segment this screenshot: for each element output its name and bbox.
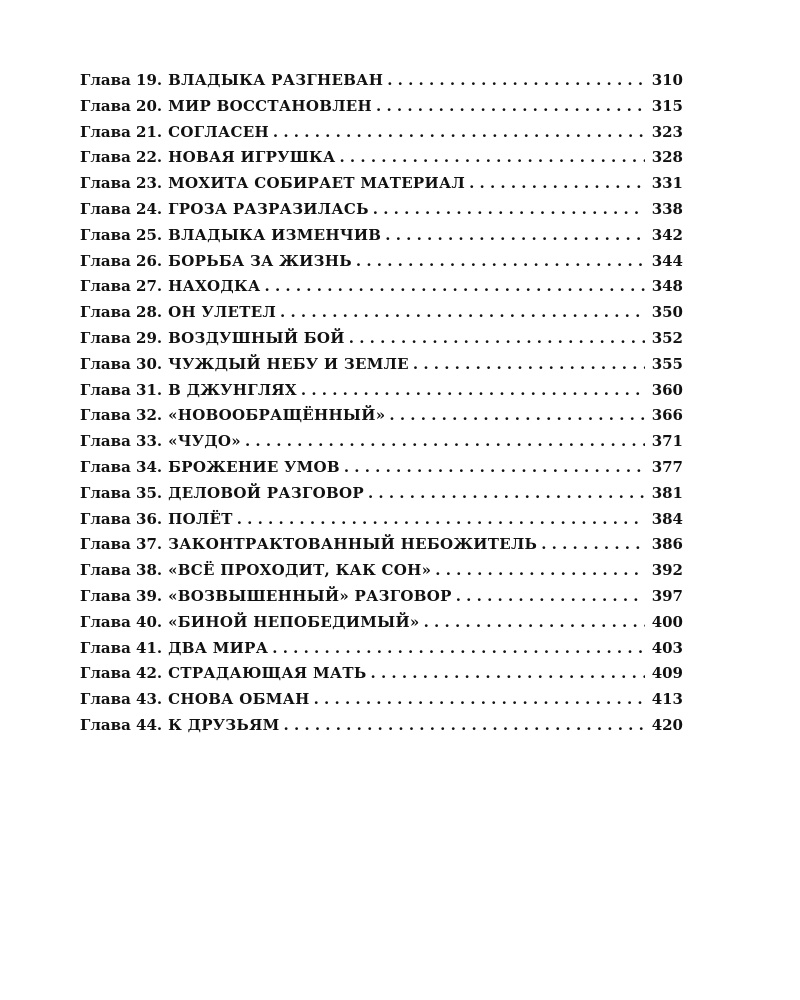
page-number: 386 bbox=[651, 535, 683, 554]
chapter-title: «БИНОЙ НЕПОБЕДИМЫЙ» bbox=[168, 612, 420, 631]
dot-leader bbox=[245, 432, 645, 450]
chapter-title: К ДРУЗЬЯМ bbox=[168, 715, 280, 734]
dot-leader bbox=[373, 200, 645, 218]
toc-entry bbox=[80, 148, 683, 174]
dot-leader bbox=[273, 123, 645, 141]
chapter-label: Глава 33. bbox=[80, 432, 163, 451]
page-number: 397 bbox=[651, 586, 683, 605]
chapter-label: Глава 28. bbox=[80, 303, 163, 322]
page-number: 420 bbox=[651, 715, 683, 734]
toc-entry bbox=[80, 716, 683, 742]
page-number: 328 bbox=[651, 148, 683, 167]
chapter-label: Глава 41. bbox=[80, 638, 163, 657]
dot-leader bbox=[424, 613, 645, 631]
dot-leader bbox=[469, 174, 645, 192]
chapter-title: В ДЖУНГЛЯХ bbox=[168, 380, 297, 399]
chapter-label: Глава 36. bbox=[80, 509, 163, 528]
toc-entry bbox=[80, 561, 683, 587]
dot-leader bbox=[301, 381, 645, 399]
chapter-title: ОН УЛЕТЕЛ bbox=[168, 303, 277, 322]
page-number: 355 bbox=[651, 354, 683, 373]
chapter-label: Глава 23. bbox=[80, 174, 163, 193]
chapter-title: НАХОДКА bbox=[168, 277, 261, 296]
page-number: 323 bbox=[651, 122, 683, 141]
dot-leader bbox=[368, 484, 645, 502]
toc-entry bbox=[80, 355, 683, 381]
page-number: 371 bbox=[651, 432, 683, 451]
chapter-title: ВЛАДЫКА РАЗГНЕВАН bbox=[168, 71, 384, 89]
chapter-label: Глава 35. bbox=[80, 483, 163, 502]
chapter-title: ДВА МИРА bbox=[168, 638, 269, 657]
dot-leader bbox=[541, 535, 645, 553]
page-number: 400 bbox=[651, 612, 683, 631]
chapter-title: ЗАКОНТРАКТОВАННЫЙ НЕБОЖИТЕЛЬ bbox=[168, 535, 538, 554]
chapter-label: Глава 44. bbox=[80, 715, 163, 734]
dot-leader bbox=[272, 639, 645, 657]
page-number: 392 bbox=[651, 561, 683, 580]
chapter-label: Глава 26. bbox=[80, 251, 163, 270]
chapter-title: НОВАЯ ИГРУШКА bbox=[168, 148, 336, 167]
chapter-label: Глава 32. bbox=[80, 406, 163, 425]
toc-entry bbox=[80, 484, 683, 510]
chapter-title: ЧУЖДЫЙ НЕБУ И ЗЕМЛЕ bbox=[168, 354, 409, 373]
page-number: 409 bbox=[651, 664, 683, 683]
dot-leader bbox=[376, 97, 645, 115]
dot-leader bbox=[344, 458, 645, 476]
chapter-title: СТРАДАЮЩАЯ МАТЬ bbox=[168, 664, 367, 683]
dot-leader bbox=[456, 587, 645, 605]
dot-leader bbox=[413, 355, 645, 373]
dot-leader bbox=[314, 690, 645, 708]
page-number: 331 bbox=[651, 174, 683, 193]
dot-leader bbox=[284, 716, 645, 734]
dot-leader bbox=[349, 329, 645, 347]
dot-leader bbox=[280, 303, 645, 321]
page-number: 348 bbox=[651, 277, 683, 296]
chapter-label: Глава 42. bbox=[80, 664, 163, 683]
toc-entry bbox=[80, 432, 683, 458]
dot-leader bbox=[435, 561, 645, 579]
chapter-label: Глава 30. bbox=[80, 354, 163, 373]
chapter-title: МОХИТА СОБИРАЕТ МАТЕРИАЛ bbox=[168, 174, 466, 193]
page-number: 352 bbox=[651, 328, 683, 347]
chapter-title: МИР ВОССТАНОВЛЕН bbox=[168, 96, 372, 115]
toc-entry bbox=[80, 587, 683, 613]
page-number: 403 bbox=[651, 638, 683, 657]
dot-leader bbox=[371, 664, 645, 682]
chapter-label: Глава 22. bbox=[80, 148, 163, 167]
toc-entry bbox=[80, 123, 683, 149]
dot-leader bbox=[356, 252, 645, 270]
chapter-label: Глава 24. bbox=[80, 199, 163, 218]
toc-entry bbox=[80, 639, 683, 665]
chapter-label: Глава 39. bbox=[80, 586, 163, 605]
toc-entry bbox=[80, 690, 683, 716]
chapter-label: Глава 43. bbox=[80, 690, 163, 709]
page-number: 310 bbox=[651, 71, 683, 89]
chapter-title: СНОВА ОБМАН bbox=[168, 690, 310, 709]
toc-entry bbox=[80, 97, 683, 123]
page-number: 360 bbox=[651, 380, 683, 399]
chapter-label: Глава 34. bbox=[80, 457, 163, 476]
toc-entry bbox=[80, 303, 683, 329]
table-of-contents bbox=[80, 71, 683, 742]
chapter-title: ПОЛЁТ bbox=[168, 509, 233, 528]
toc-entry bbox=[80, 406, 683, 432]
toc-entry bbox=[80, 174, 683, 200]
chapter-title: «ЧУДО» bbox=[168, 432, 241, 451]
page-number: 377 bbox=[651, 457, 683, 476]
chapter-label: Глава 19. bbox=[80, 71, 163, 89]
dot-leader bbox=[265, 277, 645, 295]
chapter-title: ГРОЗА РАЗРАЗИЛАСЬ bbox=[168, 199, 369, 218]
toc-entry bbox=[80, 613, 683, 639]
toc-entry bbox=[80, 277, 683, 303]
chapter-label: Глава 21. bbox=[80, 122, 163, 141]
page-number: 342 bbox=[651, 225, 683, 244]
chapter-title: БОРЬБА ЗА ЖИЗНЬ bbox=[168, 251, 352, 270]
chapter-title: «НОВООБРАЩЁННЫЙ» bbox=[168, 406, 386, 425]
toc-entry bbox=[80, 200, 683, 226]
dot-leader bbox=[385, 226, 645, 244]
chapter-title: «ВСЁ ПРОХОДИТ, КАК СОН» bbox=[168, 561, 432, 580]
page-number: 413 bbox=[651, 690, 683, 709]
chapter-title: ДЕЛОВОЙ РАЗГОВОР bbox=[168, 483, 364, 502]
toc-entry bbox=[80, 329, 683, 355]
chapter-label: Глава 40. bbox=[80, 612, 163, 631]
dot-leader bbox=[339, 148, 645, 166]
chapter-label: Глава 27. bbox=[80, 277, 163, 296]
chapter-label: Глава 20. bbox=[80, 96, 163, 115]
page-number: 344 bbox=[651, 251, 683, 270]
chapter-title: ВЛАДЫКА ИЗМЕНЧИВ bbox=[168, 225, 382, 244]
chapter-label: Глава 25. bbox=[80, 225, 163, 244]
toc-entry bbox=[80, 381, 683, 407]
chapter-title: ВОЗДУШНЫЙ БОЙ bbox=[168, 328, 345, 347]
dot-leader bbox=[389, 406, 645, 424]
toc-entry bbox=[80, 458, 683, 484]
chapter-title: СОГЛАСЕН bbox=[168, 122, 269, 141]
dot-leader bbox=[387, 71, 645, 89]
chapter-title: БРОЖЕНИЕ УМОВ bbox=[168, 457, 340, 476]
toc-entry bbox=[80, 252, 683, 278]
page-number: 315 bbox=[651, 96, 683, 115]
chapter-label: Глава 38. bbox=[80, 561, 163, 580]
chapter-title: «ВОЗВЫШЕННЫЙ» РАЗГОВОР bbox=[168, 586, 452, 605]
chapter-label: Глава 37. bbox=[80, 535, 163, 554]
page-number: 381 bbox=[651, 483, 683, 502]
dot-leader bbox=[237, 510, 645, 528]
toc-entry bbox=[80, 71, 683, 97]
page-number: 366 bbox=[651, 406, 683, 425]
page-number: 384 bbox=[651, 509, 683, 528]
chapter-label: Глава 29. bbox=[80, 328, 163, 347]
toc-entry bbox=[80, 664, 683, 690]
toc-entry bbox=[80, 535, 683, 561]
chapter-label: Глава 31. bbox=[80, 380, 163, 399]
page-number: 338 bbox=[651, 199, 683, 218]
toc-entry bbox=[80, 226, 683, 252]
page-number: 350 bbox=[651, 303, 683, 322]
toc-entry bbox=[80, 510, 683, 536]
